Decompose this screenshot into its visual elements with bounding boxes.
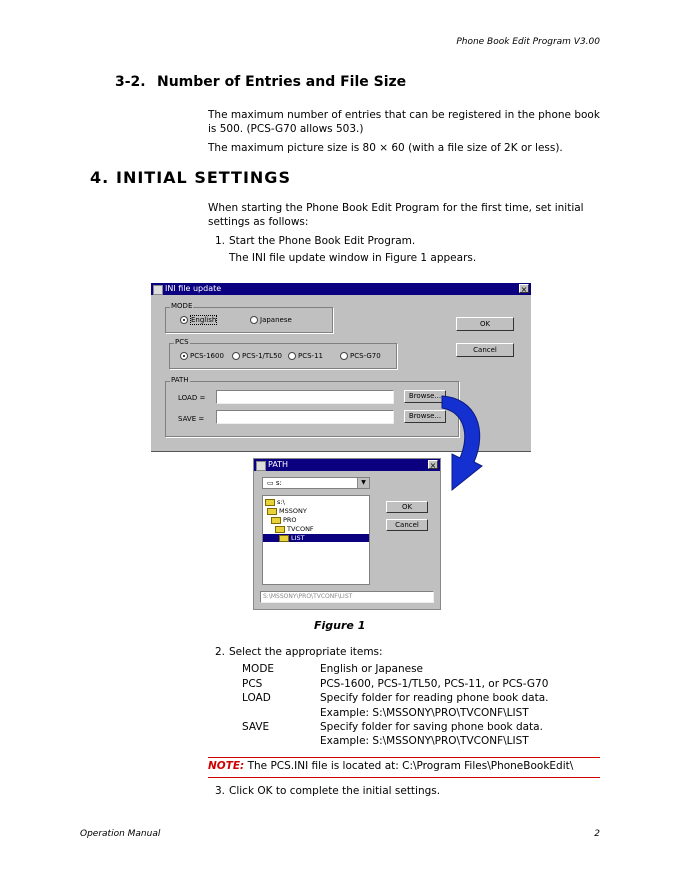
path-dialog [253,458,441,610]
item-save-example: Example: S:\MSSONY\PRO\TVCONF\LIST [320,735,529,747]
entries-paragraph: The maximum number of entries that can be registered in the phone book is 500. (PCS-G70 allows 503.) [208,109,600,135]
window-icon [153,285,163,295]
load-input[interactable] [216,390,394,404]
folder-icon [265,499,275,506]
dialog-titlebar [254,459,440,471]
radio-icon [288,352,296,360]
item-pcs: PCS PCS-1600, PCS-1/TL50, PCS-11, or PCS-G70 [242,678,549,690]
drive-select[interactable] [262,477,370,489]
note-text: The PCS.INI file is located at: C:\Program Files\PhoneBookEdit\ [244,760,574,772]
step-2 [215,646,383,658]
radio-icon [340,352,348,360]
step-1-sub: The INI file update window in Figure 1 appears. [229,252,477,264]
section-number: 3-2. [115,74,146,90]
tree-item-selected[interactable]: LIST [263,534,369,542]
radio-selected-icon [180,316,188,324]
item-save: SAVE Specify folder for saving phone book data. [242,721,543,733]
folder-tree[interactable] [262,495,370,585]
folder-icon [267,508,277,515]
radio-icon [250,316,258,324]
item-load: LOAD Specify folder for reading phone book data. [242,692,549,704]
section-4-heading [90,168,291,187]
chevron-down-icon[interactable]: ▼ [357,478,369,488]
dialog-title: PATH [268,460,289,469]
radio-label: PCS-1/TL50 [242,352,282,360]
section-number: 4. [90,168,110,187]
load-label: LOAD = [178,394,206,402]
footer-left: Operation Manual [80,829,161,839]
save-label: SAVE = [178,415,205,423]
pcs-group [169,338,397,369]
pcs-label: PCS [175,338,189,346]
close-button[interactable]: × [520,285,528,294]
save-browse-button[interactable]: Browse... [404,410,446,423]
radio-label: English [191,316,217,324]
radio-icon [232,352,240,360]
folder-icon [275,526,285,533]
intro-paragraph: When starting the Phone Book Edit Program for the first time, set initial settings as follows: [208,202,584,228]
path-group [165,376,459,437]
step-number: 2. [215,646,226,658]
running-header: Phone Book Edit Program V3.00 [456,37,600,47]
mode-group [165,302,333,333]
path-ok-button[interactable]: OK [386,501,428,513]
close-button[interactable]: × [429,461,437,470]
ok-button[interactable]: OK [456,317,514,331]
radio-pcs-11[interactable] [288,352,323,360]
section-3-2-heading [115,74,406,90]
step-number: 3. [215,785,226,797]
mode-label: MODE [171,302,193,310]
folder-icon [271,517,281,524]
folder-open-icon [279,535,289,542]
drive-icon: ▭ [267,479,274,487]
drive-value: s: [275,479,282,487]
tree-item[interactable]: MSSONY [267,507,307,515]
step-text: Select the appropriate items: [229,646,383,658]
dialog-titlebar [151,283,531,295]
step-number: 1. [215,235,226,247]
section-title: Number of Entries and File Size [157,74,407,90]
radio-label: Japanese [260,316,292,324]
tree-item[interactable]: s:\ [265,498,285,506]
radio-label: PCS-G70 [350,352,381,360]
path-cancel-button[interactable]: Cancel [386,519,428,531]
picture-size-paragraph: The maximum picture size is 80 × 60 (with a file size of 2K or less). [208,142,563,154]
radio-label: PCS-11 [298,352,323,360]
figure-caption: Figure 1 [314,619,366,632]
step-text: Click OK to complete the initial settings. [229,785,441,797]
radio-japanese[interactable] [250,316,292,324]
radio-pcs-1600[interactable] [180,352,224,360]
curved-arrow-icon [436,390,496,502]
item-mode: MODE English or Japanese [242,663,424,675]
step-1 [215,235,415,247]
load-browse-button[interactable]: Browse... [404,390,446,403]
radio-selected-icon [180,352,188,360]
page-number: 2 [594,829,600,839]
path-label: PATH [171,376,189,384]
step-text: Start the Phone Book Edit Program. [229,235,416,247]
note-label: NOTE: [208,760,245,772]
tree-item[interactable]: TVCONF [275,525,314,533]
cancel-button[interactable]: Cancel [456,343,514,357]
radio-english[interactable] [180,316,217,324]
radio-pcs-1-tl50[interactable] [232,352,282,360]
save-input[interactable] [216,410,394,424]
item-load-example: Example: S:\MSSONY\PRO\TVCONF\LIST [320,707,529,719]
window-icon [256,461,266,471]
note-box [208,757,600,778]
radio-label: PCS-1600 [190,352,224,360]
section-title: INITIAL SETTINGS [116,168,291,187]
radio-pcs-g70[interactable] [340,352,381,360]
step-3 [215,785,440,797]
path-field[interactable]: S:\MSSONY\PRO\TVCONF\LIST [260,591,434,603]
tree-item[interactable]: PRO [271,516,297,524]
dialog-title: INI file update [165,284,222,293]
